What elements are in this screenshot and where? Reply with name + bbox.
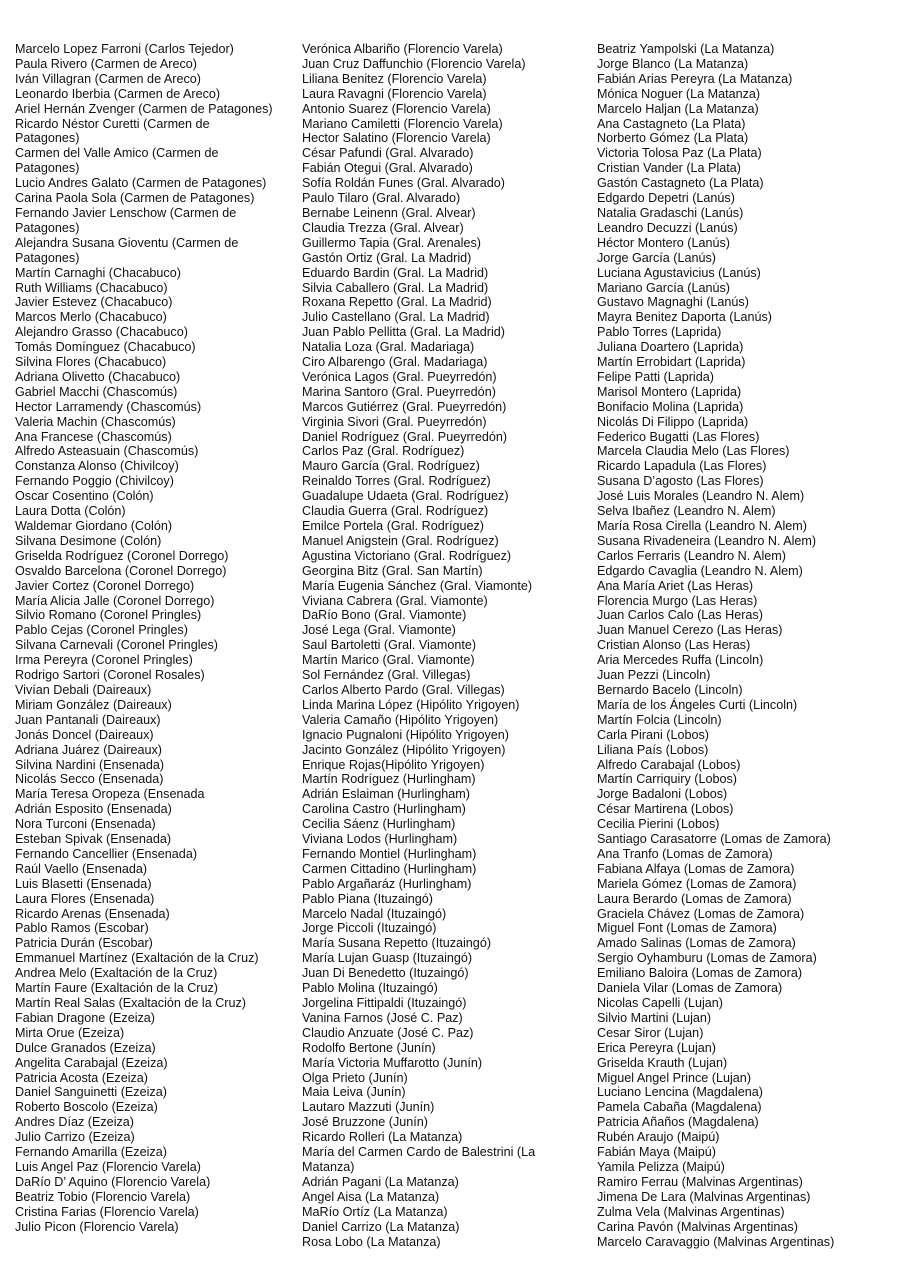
- name-entry: Carmen Cittadino (Hurlingham): [302, 861, 477, 876]
- name-entry: Ana Francese (Chascomús): [15, 429, 172, 444]
- name-entry: Mariela Gómez (Lomas de Zamora): [597, 876, 797, 891]
- name-entry: Miriam González (Daireaux): [15, 697, 172, 712]
- name-entry: Fernando Montiel (Hurlingham): [302, 846, 477, 861]
- name-entry: Jimena De Lara (Malvinas Argentinas): [597, 1189, 811, 1204]
- name-entry: Martín Carnaghi (Chacabuco): [15, 265, 181, 280]
- name-entry: Emmanuel Martínez (Exaltación de la Cruz): [15, 951, 259, 966]
- name-entry: Daniel Carrizo (La Matanza): [302, 1219, 460, 1234]
- name-entry: Mónica Noguer (La Matanza): [597, 86, 761, 101]
- name-entry: Andres Díaz (Ezeiza): [15, 1115, 134, 1130]
- name-entry: Gabriel Macchi (Chascomús): [15, 384, 178, 399]
- name-entry: Jacinto González (Hipólito Yrigoyen): [302, 742, 506, 757]
- name-entry: Marisol Montero (Laprida): [597, 384, 742, 399]
- name-entry: Laura Flores (Ensenada): [15, 891, 155, 906]
- name-entry: Verónica Lagos (Gral. Pueyrredón): [302, 369, 497, 384]
- name-entry: Luciana Agustavicius (Lanús): [597, 265, 761, 280]
- name-entry: María Teresa Oropeza (Ensenada: [15, 787, 205, 802]
- name-entry: Martín Errobidart (Laprida): [597, 355, 746, 370]
- name-entry: Rodrigo Sartori (Coronel Rosales): [15, 668, 205, 683]
- name-entry: Guillermo Tapia (Gral. Arenales): [302, 235, 481, 250]
- name-entry: César Pafundi (Gral. Alvarado): [302, 146, 474, 161]
- name-entry: Fabián Maya (Maipú): [597, 1145, 716, 1160]
- name-entry: Marina Santoro (Gral. Pueyrredón): [302, 384, 496, 399]
- name-entry: Zulma Vela (Malvinas Argentinas): [597, 1204, 785, 1219]
- name-entry: Luciano Lencina (Magdalena): [597, 1085, 763, 1100]
- name-entry: Jorge Blanco (La Matanza): [597, 56, 749, 71]
- name-entry: Laura Dotta (Colón): [15, 504, 126, 519]
- name-entry: Silvio Martini (Lujan): [597, 1010, 712, 1025]
- name-entry: Adriana Juárez (Daireaux): [15, 742, 162, 757]
- name-entry: Adrián Eslaiman (Hurlingham): [302, 787, 470, 802]
- name-entry: Saul Bartoletti (Gral. Viamonte): [302, 638, 477, 653]
- name-entry: Andrea Melo (Exaltación de la Cruz): [15, 966, 218, 981]
- name-entry: José Luis Morales (Leandro N. Alem): [597, 489, 805, 504]
- name-entry: Constanza Alonso (Chivilcoy): [15, 459, 179, 474]
- name-entry: Ariel Hernán Zvenger (Carmen de Patagones): [15, 101, 273, 116]
- names-column-3: [597, 42, 897, 1249]
- name-entry: Leandro Decuzzi (Lanús): [597, 220, 738, 235]
- name-entry: Silvana Carnevali (Coronel Pringles): [15, 638, 218, 653]
- name-entry: Paula Rivero (Carmen de Areco): [15, 56, 197, 71]
- name-entry: Alejandro Grasso (Chacabuco): [15, 325, 188, 340]
- name-entry: MaRío Ortíz (La Matanza): [302, 1204, 448, 1219]
- name-entry: Viviana Cabrera (Gral. Viamonte): [302, 593, 488, 608]
- name-entry: Alejandra Susana Gioventu (Carmen de Patagones): [15, 235, 239, 265]
- name-entry: Martín Rodríguez (Hurlingham): [302, 772, 476, 787]
- name-entry: Norberto Gómez (La Plata): [597, 131, 749, 146]
- name-entry: Juan Pezzi (Lincoln): [597, 668, 711, 683]
- name-entry: Federico Bugatti (Las Flores): [597, 429, 760, 444]
- name-entry: Nora Turconi (Ensenada): [15, 817, 156, 832]
- name-entry: Patricia Durán (Escobar): [15, 936, 153, 951]
- name-entry: Alfredo Carabajal (Lobos): [597, 757, 741, 772]
- name-entry: Javier Estevez (Chacabuco): [15, 295, 173, 310]
- name-entry: Cristian Vander (La Plata): [597, 161, 741, 176]
- name-entry: Mirta Orue (Ezeiza): [15, 1025, 125, 1040]
- name-entry: Nicolás Di Filippo (Laprida): [597, 414, 749, 429]
- name-entry: Mauro García (Gral. Rodríguez): [302, 459, 480, 474]
- name-entry: Fernando Javier Lenschow (Carmen de Patagones): [15, 205, 237, 235]
- name-entry: Osvaldo Barcelona (Coronel Dorrego): [15, 563, 227, 578]
- name-entry: Selva Ibañez (Leandro N. Alem): [597, 504, 776, 519]
- name-entry: Waldemar Giordano (Colón): [15, 519, 173, 533]
- name-entry: Griselda Rodríguez (Coronel Dorrego): [15, 548, 229, 563]
- name-entry: Edgardo Depetri (Lanús): [597, 191, 735, 206]
- name-entry: Cesar Siror (Lujan): [597, 1025, 704, 1040]
- name-entry: Ricardo Rolleri (La Matanza): [302, 1130, 463, 1145]
- name-entry: Carla Pirani (Lobos): [597, 727, 709, 742]
- name-entry: Lucio Andres Galato (Carmen de Patagones): [15, 176, 267, 191]
- name-entry: Santiago Carasatorre (Lomas de Zamora): [597, 832, 831, 847]
- name-entry: Pablo Molina (Ituzaingó): [302, 981, 438, 996]
- name-entry: María Lujan Guasp (Ituzaingó): [302, 951, 473, 966]
- name-entry: Fernando Cancellier (Ensenada): [15, 846, 198, 861]
- name-entry: Mariano Camiletti (Florencio Varela): [302, 116, 503, 131]
- name-entry: Eduardo Bardin (Gral. La Madrid): [302, 265, 489, 280]
- name-entry: María Susana Repetto (Ituzaingó): [302, 936, 492, 951]
- name-entry: DaRío Bono (Gral. Viamonte): [302, 608, 467, 623]
- names-column-2: [302, 42, 570, 1249]
- name-entry: Marcos Merlo (Chacabuco): [15, 310, 167, 325]
- name-entry: Liliana País (Lobos): [597, 742, 709, 757]
- name-entry: Olga Prieto (Junín): [302, 1070, 408, 1085]
- name-entry: Adriana Olivetto (Chacabuco): [15, 369, 181, 384]
- name-entry: Gastón Ortiz (Gral. La Madrid): [302, 250, 472, 265]
- name-entry: Silvina Flores (Chacabuco): [15, 355, 167, 370]
- name-entry: Alfredo Asteasuain (Chascomús): [15, 444, 199, 459]
- name-entry: Bernabe Leinenn (Gral. Alvear): [302, 205, 476, 220]
- name-entry: Juan Pantanali (Daireaux): [15, 712, 161, 727]
- name-entry: Natalia Loza (Gral. Madariaga): [302, 340, 475, 355]
- name-entry: Manuel Anigstein (Gral. Rodríguez): [302, 533, 499, 548]
- name-entry: Raúl Vaello (Ensenada): [15, 861, 148, 876]
- name-entry: Agustina Victoriano (Gral. Rodríguez): [302, 548, 512, 563]
- name-entry: Pablo Piana (Ituzaingó): [302, 891, 433, 906]
- name-entry: Oscar Cosentino (Colón): [15, 489, 154, 504]
- name-entry: Mariano García (Lanús): [597, 280, 730, 295]
- name-entry: Cristian Alonso (Las Heras): [597, 638, 751, 653]
- name-entry: Adrián Pagani (La Matanza): [302, 1174, 459, 1189]
- name-entry: Carlos Paz (Gral. Rodríguez): [302, 444, 465, 459]
- name-entry: Paulo Tilaro (Gral. Alvarado): [302, 191, 461, 206]
- names-column-1: [15, 42, 275, 1235]
- name-entry: Lautaro Mazzuti (Junín): [302, 1100, 435, 1115]
- name-entry: María Victoria Muffarotto (Junín): [302, 1055, 483, 1070]
- name-entry: Laura Berardo (Lomas de Zamora): [597, 891, 792, 906]
- name-entry: Jonás Doncel (Daireaux): [15, 727, 154, 742]
- name-entry: Roberto Boscolo (Ezeiza): [15, 1100, 158, 1115]
- name-entry: Bonifacio Molina (Laprida): [597, 399, 744, 414]
- name-entry: Erica Pereyra (Lujan): [597, 1040, 716, 1055]
- name-entry: Beatriz Yampolski (La Matanza): [597, 42, 775, 56]
- name-entry: Yamila Pelizza (Maipú): [597, 1159, 725, 1174]
- name-entry: Marcelo Nadal (Ituzaingó): [302, 906, 447, 921]
- name-entry: Amado Salinas (Lomas de Zamora): [597, 936, 796, 951]
- name-entry: Ramiro Ferrau (Malvinas Argentinas): [597, 1174, 803, 1189]
- name-entry: Sol Fernández (Gral. Villegas): [302, 668, 471, 683]
- name-entry: Victoria Tolosa Paz (La Plata): [597, 146, 762, 161]
- name-entry: Carlos Alberto Pardo (Gral. Villegas): [302, 682, 505, 697]
- name-entry: Silvio Romano (Coronel Pringles): [15, 608, 202, 623]
- name-entry: Fabian Dragone (Ezeiza): [15, 1010, 156, 1025]
- name-entry: Iván Villagran (Carmen de Areco): [15, 71, 201, 86]
- name-entry: Bernardo Bacelo (Lincoln): [597, 682, 743, 697]
- name-entry: Daniel Rodríguez (Gral. Pueyrredón): [302, 429, 508, 444]
- name-entry: Luis Angel Paz (Florencio Varela): [15, 1159, 201, 1174]
- name-entry: Maia Leiva (Junín): [302, 1085, 406, 1100]
- name-entry: Daniela Vilar (Lomas de Zamora): [597, 981, 783, 996]
- name-entry: Marcos Gutiérrez (Gral. Pueyrredón): [302, 399, 507, 414]
- name-entry: Viviana Lodos (Hurlingham): [302, 832, 458, 847]
- name-entry: Fabiana Alfaya (Lomas de Zamora): [597, 861, 795, 876]
- name-entry: Valeria Camaño (Hipólito Yrigoyen): [302, 712, 499, 727]
- name-entry: Carmen del Valle Amico (Carmen de Patagones): [15, 146, 219, 176]
- name-entry: María de los Ángeles Curti (Lincoln): [597, 697, 798, 712]
- name-entry: Juan Di Benedetto (Ituzaingó): [302, 966, 469, 981]
- name-entry: Hector Larramendy (Chascomús): [15, 399, 202, 414]
- name-entry: Esteban Spivak (Ensenada): [15, 832, 172, 847]
- name-entry: Juan Carlos Calo (Las Heras): [597, 608, 763, 623]
- name-entry: Carlos Ferraris (Leandro N. Alem): [597, 548, 786, 563]
- name-entry: Héctor Montero (Lanús): [597, 235, 730, 250]
- name-entry: Javier Cortez (Coronel Dorrego): [15, 578, 195, 593]
- name-entry: Ricardo Lapadula (Las Flores): [597, 459, 767, 474]
- name-entry: Pablo Cejas (Coronel Pringles): [15, 623, 188, 638]
- name-entry: Angelita Carabajal (Ezeiza): [15, 1055, 168, 1070]
- name-entry: Fernando Amarilla (Ezeiza): [15, 1145, 167, 1160]
- name-entry: Verónica Albariño (Florencio Varela): [302, 42, 503, 56]
- name-entry: Fabián Otegui (Gral. Alvarado): [302, 161, 473, 176]
- name-entry: Claudia Guerra (Gral. Rodríguez): [302, 504, 489, 519]
- name-entry: Martín Marico (Gral. Viamonte): [302, 653, 475, 668]
- name-entry: Juan Cruz Daffunchio (Florencio Varela): [302, 56, 526, 71]
- name-entry: Marcela Claudia Melo (Las Flores): [597, 444, 790, 459]
- name-entry: Sofía Roldán Funes (Gral. Alvarado): [302, 176, 506, 191]
- name-entry: Jorge Badaloni (Lobos): [597, 787, 728, 802]
- name-entry: Dulce Granados (Ezeiza): [15, 1040, 156, 1055]
- name-entry: Patricia Acosta (Ezeiza): [15, 1070, 148, 1085]
- name-entry: Marcelo Caravaggio (Malvinas Argentinas): [597, 1234, 835, 1249]
- name-entry: Pablo Ramos (Escobar): [15, 921, 149, 936]
- name-entry: Antonio Suarez (Florencio Varela): [302, 101, 491, 116]
- name-entry: José Lega (Gral. Viamonte): [302, 623, 456, 638]
- name-entry: Ricardo Néstor Curetti (Carmen de Patagones): [15, 116, 210, 146]
- name-entry: Florencia Murgo (Las Heras): [597, 593, 758, 608]
- name-entry: Martín Real Salas (Exaltación de la Cruz): [15, 996, 246, 1010]
- name-entry: Roxana Repetto (Gral. La Madrid): [302, 295, 492, 310]
- name-entry: César Martirena (Lobos): [597, 802, 734, 817]
- name-entry: Pamela Cabaña (Magdalena): [597, 1100, 762, 1115]
- name-entry: Reinaldo Torres (Gral. Rodríguez): [302, 474, 491, 489]
- name-entry: Cecilia Sáenz (Hurlingham): [302, 817, 456, 832]
- name-entry: Nicolas Capelli (Lujan): [597, 996, 723, 1010]
- name-entry: Jorgelina Fittipaldi (Ituzaingó): [302, 996, 467, 1010]
- name-entry: Linda Marina López (Hipólito Yrigoyen): [302, 697, 520, 712]
- name-entry: Emilce Portela (Gral. Rodríguez): [302, 519, 484, 533]
- name-entry: Edgardo Cavaglia (Leandro N. Alem): [597, 563, 803, 578]
- name-entry: Virginia Sivori (Gral. Pueyrredón): [302, 414, 487, 429]
- name-entry: Silvana Desimone (Colón): [15, 533, 162, 548]
- name-entry: Griselda Krauth (Lujan): [597, 1055, 728, 1070]
- name-entry: Sergio Oyhamburu (Lomas de Zamora): [597, 951, 817, 966]
- name-entry: Ignacio Pugnaloni (Hipólito Yrigoyen): [302, 727, 509, 742]
- name-entry: Emiliano Baloira (Lomas de Zamora): [597, 966, 803, 981]
- name-entry: Cristina Farias (Florencio Varela): [15, 1204, 199, 1219]
- name-entry: Pablo Torres (Laprida): [597, 325, 722, 340]
- name-entry: Valeria Machin (Chascomús): [15, 414, 176, 429]
- name-entry: Silvia Caballero (Gral. La Madrid): [302, 280, 489, 295]
- name-entry: Luis Blasetti (Ensenada): [15, 876, 152, 891]
- name-entry: Claudia Trezza (Gral. Alvear): [302, 220, 464, 235]
- name-entry: Miguel Font (Lomas de Zamora): [597, 921, 777, 936]
- name-entry: José Bruzzone (Junín): [302, 1115, 428, 1130]
- name-entry: Julio Carrizo (Ezeiza): [15, 1130, 135, 1145]
- name-entry: María Rosa Cirella (Leandro N. Alem): [597, 519, 807, 533]
- name-entry: Rosa Lobo (La Matanza): [302, 1234, 441, 1249]
- name-entry: Martín Carriquiry (Lobos): [597, 772, 737, 787]
- name-entry: Beatriz Tobio (Florencio Varela): [15, 1189, 191, 1204]
- name-entry: Martín Folcia (Lincoln): [597, 712, 722, 727]
- name-entry: Jorge García (Lanús): [597, 250, 716, 265]
- name-entry: Julio Picon (Florencio Varela): [15, 1219, 179, 1234]
- name-entry: Carina Paola Sola (Carmen de Patagones): [15, 191, 255, 206]
- name-entry: Rodolfo Bertone (Junín): [302, 1040, 436, 1055]
- name-entry: Carolina Castro (Hurlingham): [302, 802, 466, 817]
- name-entry: Juliana Doartero (Laprida): [597, 340, 744, 355]
- name-entry: Pablo Argañaráz (Hurlingham): [302, 876, 472, 891]
- name-entry: Ruth Williams (Chacabuco): [15, 280, 168, 295]
- name-entry: Fernando Poggio (Chivilcoy): [15, 474, 174, 489]
- name-entry: Ciro Albarengo (Gral. Madariaga): [302, 355, 488, 370]
- name-entry: Vanina Farnos (José C. Paz): [302, 1010, 463, 1025]
- name-entry: Martín Faure (Exaltación de la Cruz): [15, 981, 218, 996]
- name-entry: Claudio Anzuate (José C. Paz): [302, 1025, 474, 1040]
- name-entry: Fabián Arias Pereyra (La Matanza): [597, 71, 793, 86]
- name-entry: Gustavo Magnaghi (Lanús): [597, 295, 749, 310]
- name-entry: Silvina Nardini (Ensenada): [15, 757, 165, 772]
- name-entry: Irma Pereyra (Coronel Pringles): [15, 653, 193, 668]
- name-entry: María del Carmen Cardo de Balestrini (La Matanza): [302, 1145, 536, 1174]
- name-entry: Adrián Esposito (Ensenada): [15, 802, 172, 817]
- name-entry: Jorge Piccoli (Ituzaingó): [302, 921, 437, 936]
- name-entry: Carina Pavón (Malvinas Argentinas): [597, 1219, 798, 1234]
- name-entry: Miguel Angel Prince (Lujan): [597, 1070, 752, 1085]
- name-entry: Laura Ravagni (Florencio Varela): [302, 86, 487, 101]
- name-entry: Tomás Domínguez (Chacabuco): [15, 340, 196, 355]
- name-entry: Ricardo Arenas (Ensenada): [15, 906, 170, 921]
- name-entry: Marcelo Lopez Farroni (Carlos Tejedor): [15, 42, 234, 56]
- name-entry: Enrique Rojas(Hipólito Yrigoyen): [302, 757, 485, 772]
- name-entry: Ana Castagneto (La Plata): [597, 116, 746, 131]
- name-entry: Gastón Castagneto (La Plata): [597, 176, 764, 191]
- name-entry: Juan Manuel Cerezo (Las Heras): [597, 623, 783, 638]
- name-entry: Angel Aisa (La Matanza): [302, 1189, 440, 1204]
- name-entry: Ana Tranfo (Lomas de Zamora): [597, 846, 773, 861]
- name-entry: Liliana Benitez (Florencio Varela): [302, 71, 487, 86]
- name-entry: Nicolás Secco (Ensenada): [15, 772, 164, 787]
- name-entry: Patricia Añaños (Magdalena): [597, 1115, 759, 1130]
- name-entry: Natalia Gradaschi (Lanús): [597, 205, 744, 220]
- name-entry: Mayra Benitez Daporta (Lanús): [597, 310, 772, 325]
- name-entry: Graciela Chávez (Lomas de Zamora): [597, 906, 805, 921]
- name-entry: Daniel Sanguinetti (Ezeiza): [15, 1085, 167, 1100]
- name-entry: Hector Salatino (Florencio Varela): [302, 131, 491, 146]
- name-entry: Ana María Ariet (Las Heras): [597, 578, 754, 593]
- name-entry: DaRío D’ Aquino (Florencio Varela): [15, 1174, 211, 1189]
- name-entry: Rubén Araujo (Maipú): [597, 1130, 720, 1145]
- name-entry: Susana D’agosto (Las Flores): [597, 474, 764, 489]
- name-entry: Cecilia Pierini (Lobos): [597, 817, 720, 832]
- name-entry: Marcelo Haljan (La Matanza): [597, 101, 759, 116]
- name-entry: María Alicia Jalle (Coronel Dorrego): [15, 593, 215, 608]
- name-entry: Aria Mercedes Ruffa (Lincoln): [597, 653, 764, 668]
- name-entry: Susana Rivadeneira (Leandro N. Alem): [597, 533, 817, 548]
- name-entry: Vivían Debali (Daireaux): [15, 682, 152, 697]
- name-entry: Julio Castellano (Gral. La Madrid): [302, 310, 490, 325]
- name-entry: María Eugenia Sánchez (Gral. Viamonte): [302, 578, 533, 593]
- name-entry: Guadalupe Udaeta (Gral. Rodríguez): [302, 489, 509, 504]
- name-entry: Juan Pablo Pellitta (Gral. La Madrid): [302, 325, 505, 340]
- name-entry: Leonardo Iberbia (Carmen de Areco): [15, 86, 221, 101]
- name-entry: Georgina Bitz (Gral. San Martín): [302, 563, 483, 578]
- name-entry: Felipe Patti (Laprida): [597, 369, 714, 384]
